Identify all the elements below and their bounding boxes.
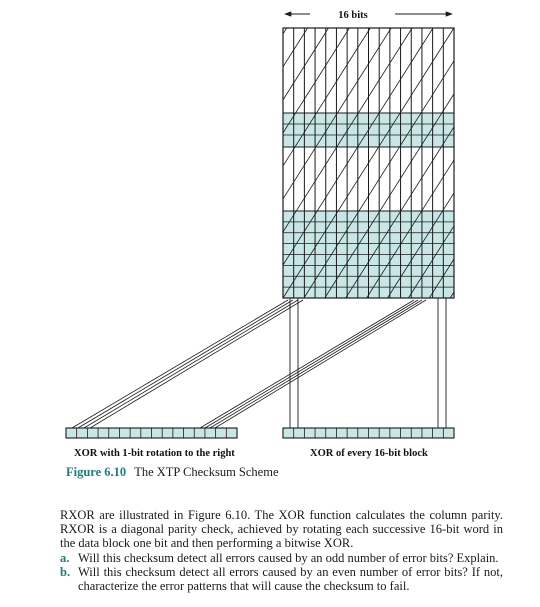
question-a-label: a. [60, 550, 70, 565]
caption-title: The XTP Checksum Scheme [134, 465, 279, 479]
rxor-connector [210, 300, 422, 428]
question-b-text: Will this checksum detect all errors caused by an even number of error bits? If not, characterize the error patterns that will cause the checksum to fail. [78, 564, 503, 594]
diagonal-line [283, 28, 328, 100]
rxor-connector [72, 300, 288, 428]
rxor-connector [84, 300, 298, 428]
connector-lines [72, 298, 446, 428]
rxor-connector [90, 300, 303, 428]
question-a [60, 551, 503, 565]
label-xor: XOR of every 16-bit block [310, 448, 428, 459]
body-text [60, 508, 503, 593]
figure-caption [66, 465, 279, 480]
rxor-result-register [66, 428, 237, 438]
width-dimension-arrow [285, 10, 452, 21]
width-label: 16 bits [338, 10, 368, 21]
question-a-text: Will this checksum detect all errors caused by an odd number of error bits? Explain. [78, 550, 499, 565]
caption-number: Figure 6.10 [66, 465, 127, 479]
body-paragraph: RXOR are illustrated in Figure 6.10. The XOR function calculates the column parity. RXOR is a diagonal parity check, achieved by rotating each successive 16-bit word in the data block one bit and then performing a bitwise XOR. [60, 508, 503, 551]
rxor-connector [78, 300, 293, 428]
xor-result-register [283, 428, 454, 438]
rxor-connector [200, 300, 414, 428]
question-b [60, 565, 503, 593]
rxor-connector [205, 300, 418, 428]
label-rxor: XOR with 1-bit rotation to the right [74, 448, 235, 459]
question-b-label: b. [60, 564, 71, 579]
rxor-connector [215, 300, 426, 428]
